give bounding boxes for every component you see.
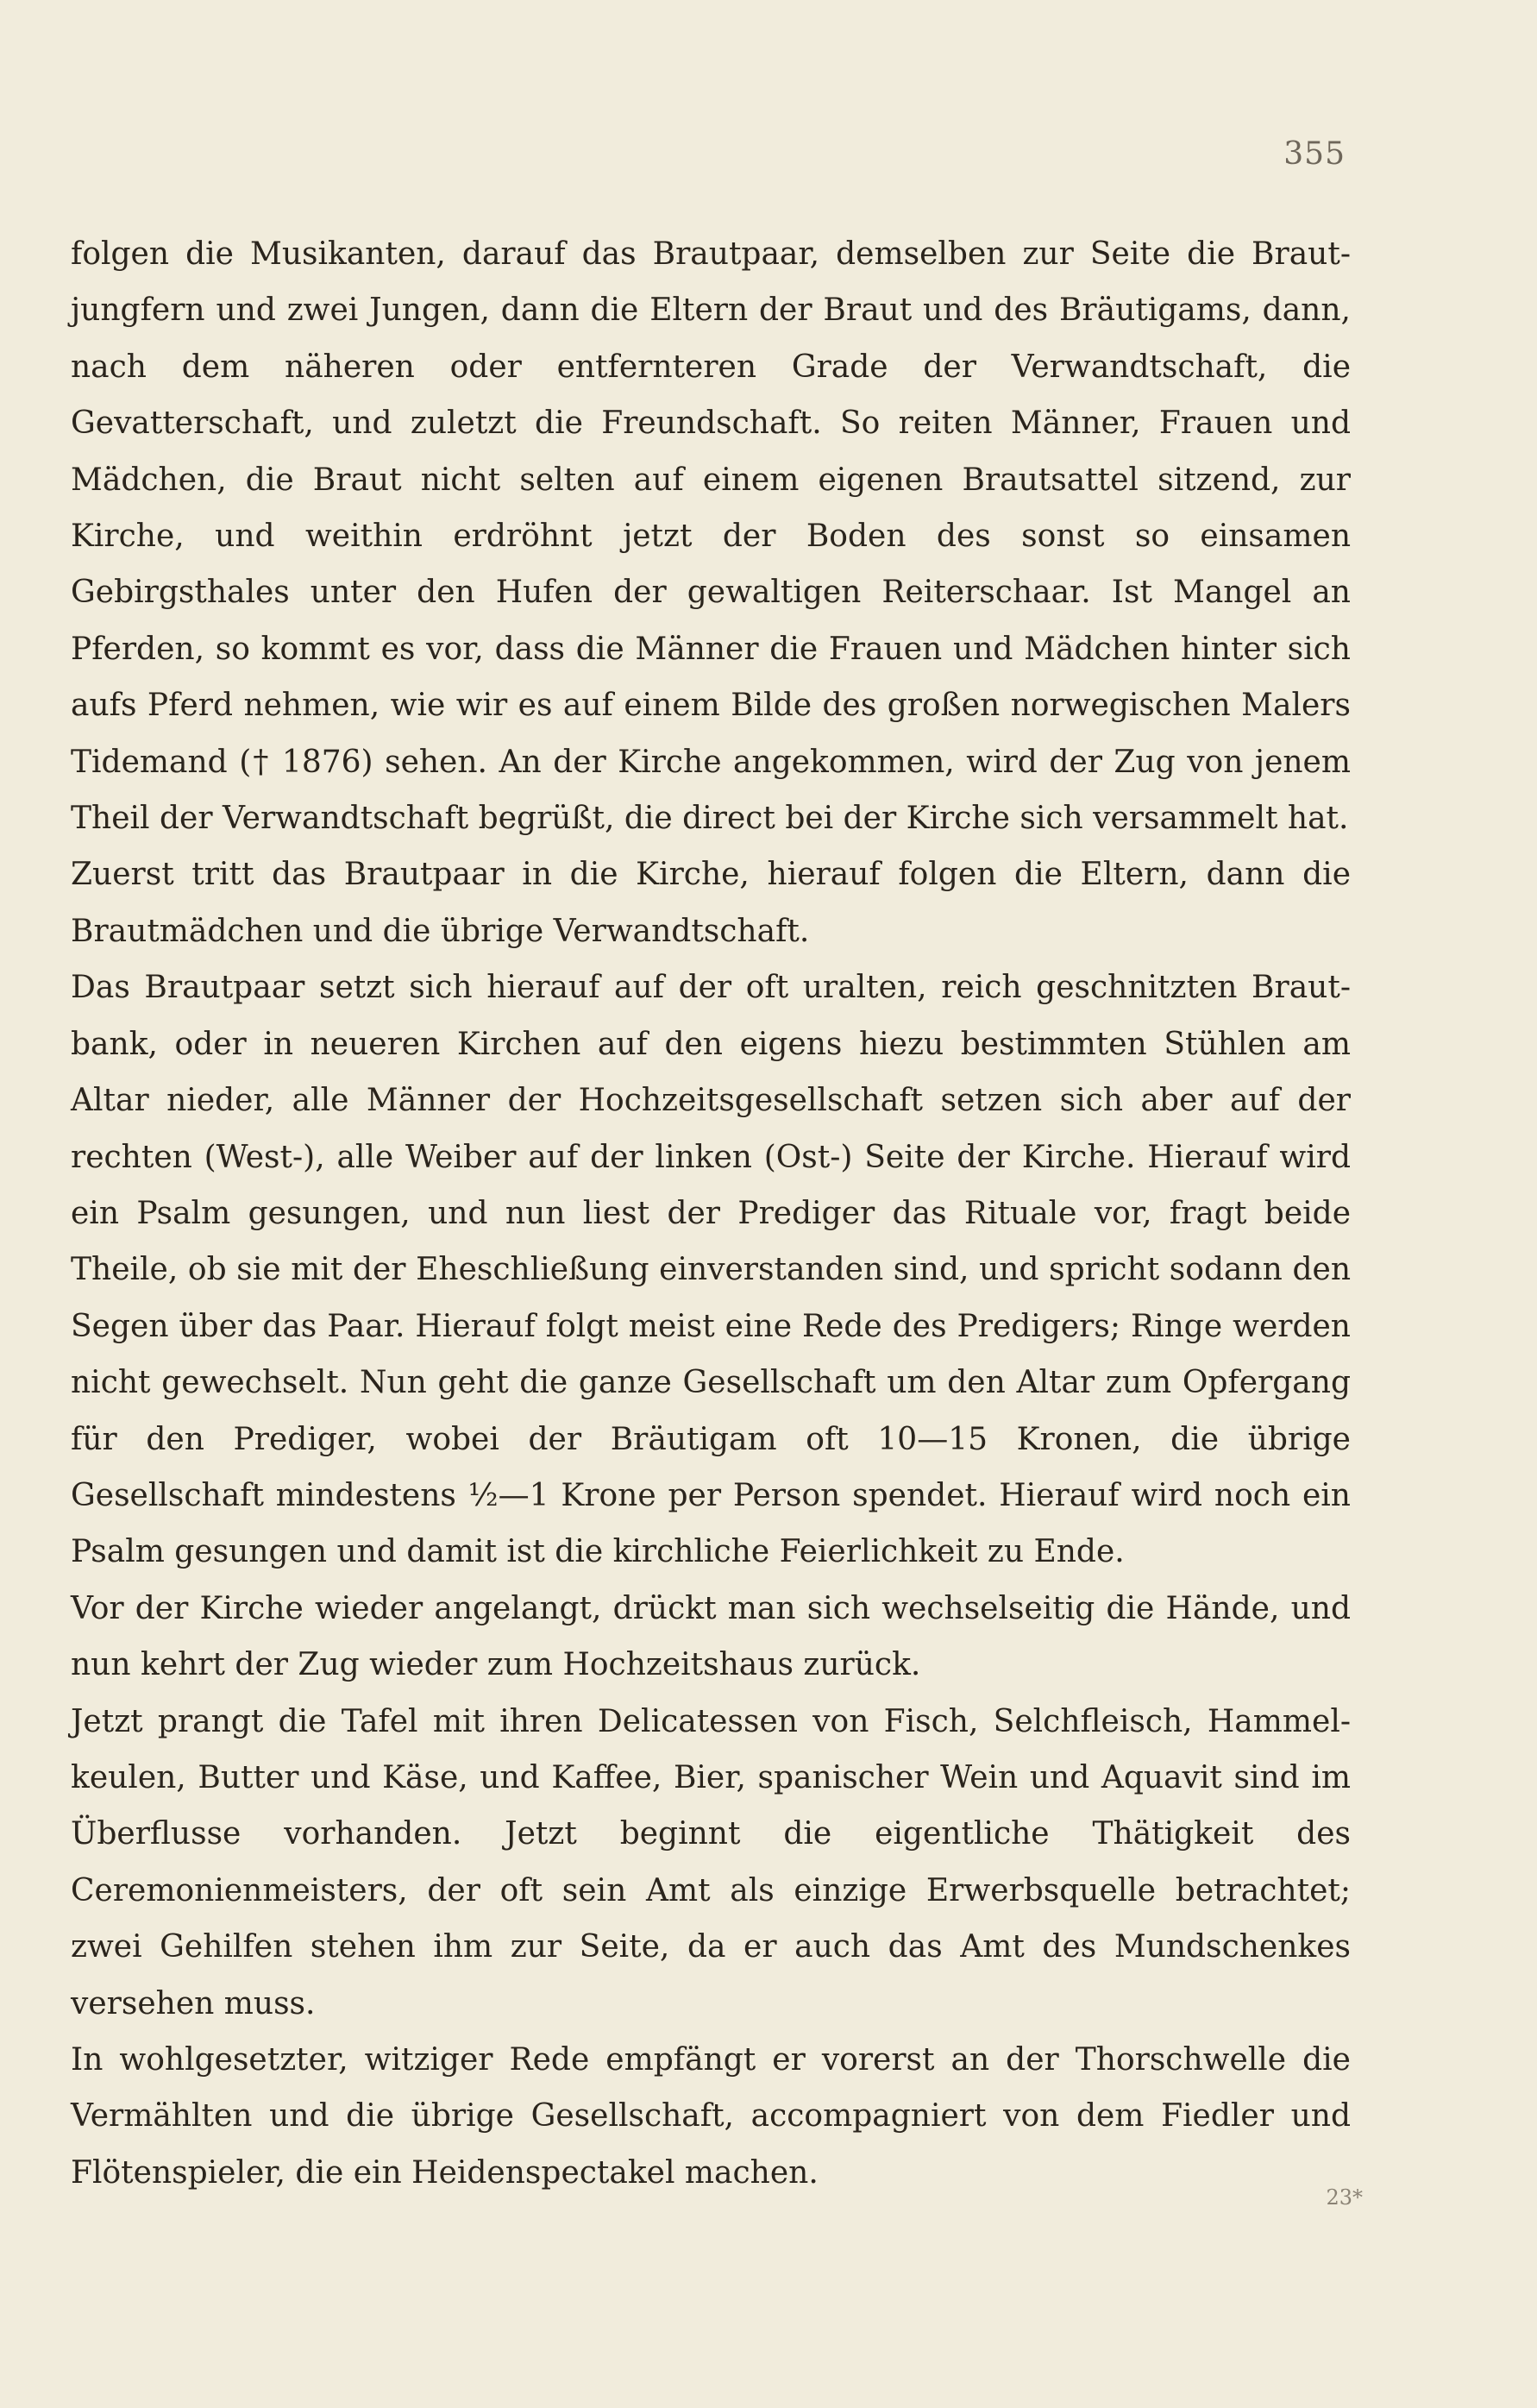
paragraph-3: Das Brautpaar setzt sich hierauf auf der oft uralten, reich geschnitzten Brautbank, oder in neueren Kirchen auf den eigens hiezu bestimmten Stühlen am Altar nieder, alle Männer der Hochzeitsgesellschaft setzen sich aber auf der rechten (West-), alle Weiber auf der linken (Ost-) Seite der Kirche. Hierauf wird ein Psalm gesungen, und nun liest der Prediger das Rituale vor, fragt beide Theile, ob sie mit der Eheschließung einverstanden sind, und spricht sodann den Segen über das Paar. Hierauf folgt meist eine Rede des Predigers; Ringe werden nicht gewechselt. Nun geht die ganze Gesellschaft um den Altar zum Opfergang für den Prediger, wobei der Bräutigam oft 10—15 Kronen, die übrige Gesellschaft mindestens ½—1 Krone per Person spendet. Hierauf wird noch ein Psalm gesungen und damit ist die kirchliche Feierlichkeit zu Ende. [71,970,1351,1570]
paragraph-1: folgen die Musikanten, darauf das Brautpaar, demselben zur Seite die Brautjungfern und zwei Jungen, dann die Eltern der Braut und des Bräutigams, dann, nach dem näheren oder entfernteren Grade der Verwandtschaft, die Gevatterschaft, und zuletzt die Freundschaft. So reiten Männer, Frauen und Mädchen, die Braut nicht selten auf einem eigenen Brautsattel sitzend, zur Kirche, und weithin erdröhnt jetzt der Boden des sonst so einsamen Gebirgsthales unter den Hufen der gewaltigen Reiterschaar. Ist Mangel an Pferden, so kommt es vor, dass die Männer die Frauen und Mädchen hinter sich aufs Pferd nehmen, wie wir es auf einem Bilde des großen norwegischen Malers Tidemand († 1876) sehen. An der Kirche angekommen, wird der Zug von jenem Theil der Verwandtschaft begrüßt, die direct bei der Kirche sich versammelt hat. [71,236,1351,837]
page-number: 355 [1283,136,1346,172]
paragraph-5: Jetzt prangt die Tafel mit ihren Delicatessen von Fisch, Selchfleisch, Hammelkeulen, Butter und Käse, und Kaffee, Bier, spanischer Wein und Aquavit sind im Überflusse vorhanden. Jetzt beginnt die eigentliche Thätigkeit des Ceremonienmeisters, der oft sein Amt als einzige Erwerbsquelle betrachtet; zwei Gehilfen stehen ihm zur Seite, da er auch das Amt des Mundschenkes versehen muss. [71,1703,1351,2021]
paragraph-4: Vor der Kirche wieder angelangt, drückt man sich wechselseitig die Hände, und nun kehrt der Zug wieder zum Hochzeitshaus zurück. [71,1590,1351,1683]
paragraph-6: In wohlgesetzter, witziger Rede empfängt er vorerst an der Thorschwelle die Vermählten und die übrige Gesellschaft, accompagniert von dem Fiedler und Flötenspieler, die ein Heidenspectakel machen. [71,2042,1351,2191]
signature-mark: 23* [1326,2185,1363,2210]
text-block [71,226,1351,2201]
paragraph-2: Zuerst tritt das Brautpaar in die Kirche, hierauf folgen die Eltern, dann die Brautmädchen und die übrige Verwandtschaft. [71,857,1351,949]
